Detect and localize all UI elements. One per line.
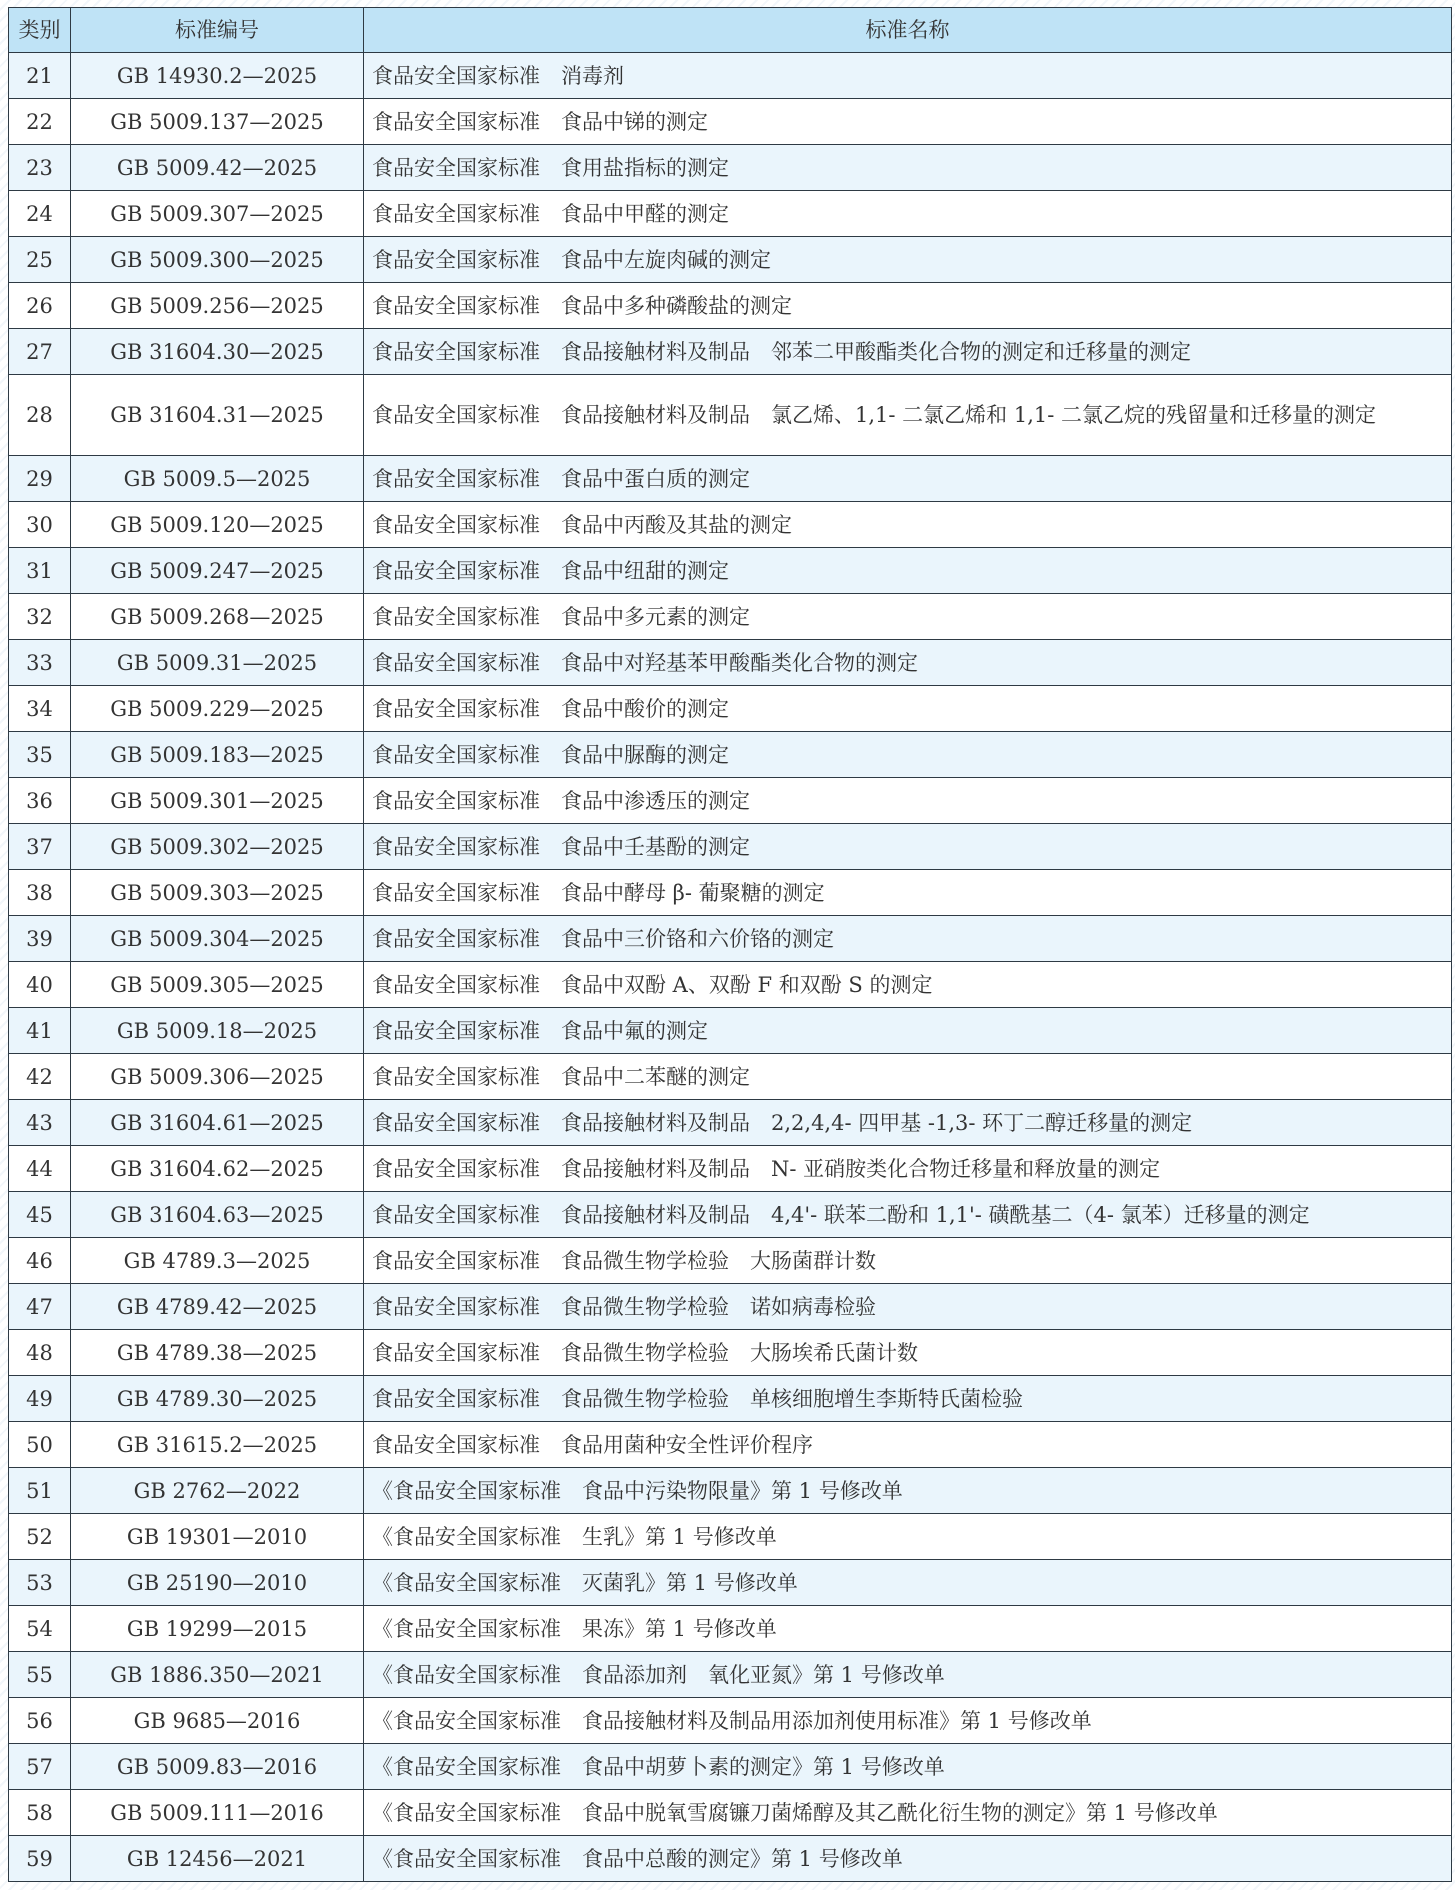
- row-standard-code: GB 5009.31—2025: [71, 640, 364, 686]
- row-category-number: 56: [9, 1698, 71, 1744]
- header-code: 标准编号: [71, 8, 364, 53]
- row-category-number: 52: [9, 1514, 71, 1560]
- header-category: 类别: [9, 8, 71, 53]
- row-standard-code: GB 5009.306—2025: [71, 1054, 364, 1100]
- row-category-number: 24: [9, 191, 71, 237]
- row-category-number: 41: [9, 1008, 71, 1054]
- table-row: [9, 916, 1452, 962]
- row-standard-name: 食品安全国家标准 食品中纽甜的测定: [364, 548, 1452, 594]
- row-standard-name: 《食品安全国家标准 食品添加剂 氧化亚氮》第 1 号修改单: [364, 1652, 1452, 1698]
- table-row: [9, 962, 1452, 1008]
- row-standard-name: 食品安全国家标准 食品微生物学检验 单核细胞增生李斯特氏菌检验: [364, 1376, 1452, 1422]
- table-row: [9, 548, 1452, 594]
- row-category-number: 27: [9, 329, 71, 375]
- row-standard-name: 《食品安全国家标准 生乳》第 1 号修改单: [364, 1514, 1452, 1560]
- row-standard-name: 食品安全国家标准 食品中多种磷酸盐的测定: [364, 283, 1452, 329]
- row-standard-name: 食品安全国家标准 食品接触材料及制品 4,4'- 联苯二酚和 1,1'- 磺酰基二（4- 氯苯）迁移量的测定: [364, 1192, 1452, 1238]
- row-standard-code: GB 12456—2021: [71, 1836, 364, 1882]
- row-standard-name: 食品安全国家标准 食品中酵母 β- 葡聚糖的测定: [364, 870, 1452, 916]
- row-category-number: 28: [9, 375, 71, 456]
- table-row: [9, 594, 1452, 640]
- row-standard-name: 《食品安全国家标准 灭菌乳》第 1 号修改单: [364, 1560, 1452, 1606]
- row-standard-code: GB 5009.303—2025: [71, 870, 364, 916]
- row-category-number: 38: [9, 870, 71, 916]
- row-category-number: 31: [9, 548, 71, 594]
- table-row: [9, 1560, 1452, 1606]
- row-category-number: 23: [9, 145, 71, 191]
- row-standard-name: 食品安全国家标准 食品中壬基酚的测定: [364, 824, 1452, 870]
- row-category-number: 49: [9, 1376, 71, 1422]
- row-standard-code: GB 5009.307—2025: [71, 191, 364, 237]
- row-standard-name: 《食品安全国家标准 食品中污染物限量》第 1 号修改单: [364, 1468, 1452, 1514]
- table-row: [9, 686, 1452, 732]
- row-standard-code: GB 5009.120—2025: [71, 502, 364, 548]
- table-row: [9, 456, 1452, 502]
- row-standard-code: GB 31615.2—2025: [71, 1422, 364, 1468]
- row-category-number: 44: [9, 1146, 71, 1192]
- table-row: [9, 1008, 1452, 1054]
- row-standard-code: GB 31604.31—2025: [71, 375, 364, 456]
- row-standard-code: GB 1886.350—2021: [71, 1652, 364, 1698]
- row-standard-code: GB 5009.42—2025: [71, 145, 364, 191]
- row-standard-code: GB 14930.2—2025: [71, 53, 364, 99]
- row-category-number: 51: [9, 1468, 71, 1514]
- row-standard-name: 食品安全国家标准 食品接触材料及制品 邻苯二甲酸酯类化合物的测定和迁移量的测定: [364, 329, 1452, 375]
- row-category-number: 39: [9, 916, 71, 962]
- table-row: [9, 640, 1452, 686]
- row-standard-name: 食品安全国家标准 食品中渗透压的测定: [364, 778, 1452, 824]
- table-row: [9, 824, 1452, 870]
- table-row: [9, 1836, 1452, 1882]
- row-standard-name: 食品安全国家标准 食品接触材料及制品 氯乙烯、1,1- 二氯乙烯和 1,1- 二氯乙烷的残留量和迁移量的测定: [364, 375, 1452, 456]
- row-category-number: 47: [9, 1284, 71, 1330]
- table-row: [9, 870, 1452, 916]
- row-standard-code: GB 31604.63—2025: [71, 1192, 364, 1238]
- table-row: [9, 1376, 1452, 1422]
- row-standard-name: 食品安全国家标准 食品中锑的测定: [364, 99, 1452, 145]
- table-row: [9, 1238, 1452, 1284]
- table-row: [9, 1100, 1452, 1146]
- table-row: [9, 732, 1452, 778]
- table-row: [9, 1192, 1452, 1238]
- row-category-number: 45: [9, 1192, 71, 1238]
- row-standard-name: 食品安全国家标准 食品中甲醛的测定: [364, 191, 1452, 237]
- row-standard-code: GB 5009.300—2025: [71, 237, 364, 283]
- row-category-number: 36: [9, 778, 71, 824]
- row-category-number: 55: [9, 1652, 71, 1698]
- row-standard-code: GB 2762—2022: [71, 1468, 364, 1514]
- row-standard-code: GB 25190—2010: [71, 1560, 364, 1606]
- row-category-number: 48: [9, 1330, 71, 1376]
- header-row: [9, 8, 1452, 53]
- row-category-number: 30: [9, 502, 71, 548]
- table-row: [9, 1422, 1452, 1468]
- header-name: 标准名称: [364, 8, 1452, 53]
- row-category-number: 57: [9, 1744, 71, 1790]
- row-standard-code: GB 31604.61—2025: [71, 1100, 364, 1146]
- table-row: [9, 237, 1452, 283]
- row-standard-code: GB 4789.3—2025: [71, 1238, 364, 1284]
- row-standard-name: 食品安全国家标准 食品中双酚 A、双酚 F 和双酚 S 的测定: [364, 962, 1452, 1008]
- row-category-number: 54: [9, 1606, 71, 1652]
- row-standard-name: 食品安全国家标准 食品中脲酶的测定: [364, 732, 1452, 778]
- table-row: [9, 99, 1452, 145]
- row-standard-code: GB 4789.30—2025: [71, 1376, 364, 1422]
- row-standard-name: 食品安全国家标准 食品中蛋白质的测定: [364, 456, 1452, 502]
- row-standard-code: GB 5009.247—2025: [71, 548, 364, 594]
- row-standard-code: GB 19299—2015: [71, 1606, 364, 1652]
- row-standard-name: 食品安全国家标准 食品微生物学检验 诺如病毒检验: [364, 1284, 1452, 1330]
- table-header: [9, 8, 1452, 53]
- row-standard-code: GB 4789.38—2025: [71, 1330, 364, 1376]
- table-row: [9, 1744, 1452, 1790]
- table-row: [9, 53, 1452, 99]
- table-row: [9, 502, 1452, 548]
- row-category-number: 50: [9, 1422, 71, 1468]
- table-row: [9, 1468, 1452, 1514]
- row-category-number: 22: [9, 99, 71, 145]
- row-standard-code: GB 5009.304—2025: [71, 916, 364, 962]
- table-row: [9, 1284, 1452, 1330]
- standards-table-container: [8, 7, 1451, 1882]
- row-category-number: 25: [9, 237, 71, 283]
- row-standard-code: GB 5009.301—2025: [71, 778, 364, 824]
- standards-table: [8, 7, 1452, 1882]
- row-standard-name: 食品安全国家标准 食品中丙酸及其盐的测定: [364, 502, 1452, 548]
- row-standard-code: GB 31604.30—2025: [71, 329, 364, 375]
- table-row: [9, 283, 1452, 329]
- row-standard-name: 食品安全国家标准 食品接触材料及制品 N- 亚硝胺类化合物迁移量和释放量的测定: [364, 1146, 1452, 1192]
- row-standard-name: 食品安全国家标准 食品微生物学检验 大肠菌群计数: [364, 1238, 1452, 1284]
- table-row: [9, 145, 1452, 191]
- row-standard-name: 食品安全国家标准 食用盐指标的测定: [364, 145, 1452, 191]
- row-standard-name: 食品安全国家标准 食品中多元素的测定: [364, 594, 1452, 640]
- row-standard-code: GB 4789.42—2025: [71, 1284, 364, 1330]
- row-category-number: 37: [9, 824, 71, 870]
- row-standard-name: 食品安全国家标准 食品接触材料及制品 2,2,4,4- 四甲基 -1,3- 环丁二醇迁移量的测定: [364, 1100, 1452, 1146]
- row-category-number: 53: [9, 1560, 71, 1606]
- row-standard-code: GB 5009.268—2025: [71, 594, 364, 640]
- row-standard-name: 《食品安全国家标准 食品中胡萝卜素的测定》第 1 号修改单: [364, 1744, 1452, 1790]
- row-category-number: 35: [9, 732, 71, 778]
- row-category-number: 29: [9, 456, 71, 502]
- row-standard-code: GB 19301—2010: [71, 1514, 364, 1560]
- row-category-number: 33: [9, 640, 71, 686]
- row-standard-code: GB 5009.137—2025: [71, 99, 364, 145]
- row-category-number: 40: [9, 962, 71, 1008]
- row-standard-code: GB 5009.256—2025: [71, 283, 364, 329]
- row-standard-name: 《食品安全国家标准 食品接触材料及制品用添加剂使用标准》第 1 号修改单: [364, 1698, 1452, 1744]
- row-standard-code: GB 5009.111—2016: [71, 1790, 364, 1836]
- row-standard-code: GB 5009.305—2025: [71, 962, 364, 1008]
- row-category-number: 32: [9, 594, 71, 640]
- row-category-number: 46: [9, 1238, 71, 1284]
- row-standard-name: 食品安全国家标准 食品微生物学检验 大肠埃希氏菌计数: [364, 1330, 1452, 1376]
- table-row: [9, 1790, 1452, 1836]
- row-category-number: 43: [9, 1100, 71, 1146]
- row-standard-name: 食品安全国家标准 食品中氟的测定: [364, 1008, 1452, 1054]
- row-standard-code: GB 5009.183—2025: [71, 732, 364, 778]
- table-row: [9, 1698, 1452, 1744]
- row-standard-name: 《食品安全国家标准 食品中脱氧雪腐镰刀菌烯醇及其乙酰化衍生物的测定》第 1 号修改单: [364, 1790, 1452, 1836]
- table-row: [9, 329, 1452, 375]
- table-row: [9, 778, 1452, 824]
- row-standard-name: 食品安全国家标准 食品中二苯醚的测定: [364, 1054, 1452, 1100]
- row-standard-name: 《食品安全国家标准 果冻》第 1 号修改单: [364, 1606, 1452, 1652]
- row-standard-name: 食品安全国家标准 食品中酸价的测定: [364, 686, 1452, 732]
- table-row: [9, 1330, 1452, 1376]
- row-standard-code: GB 5009.18—2025: [71, 1008, 364, 1054]
- table-row: [9, 191, 1452, 237]
- row-category-number: 26: [9, 283, 71, 329]
- table-row: [9, 1146, 1452, 1192]
- table-row: [9, 1652, 1452, 1698]
- row-standard-name: 食品安全国家标准 消毒剂: [364, 53, 1452, 99]
- table-row: [9, 1606, 1452, 1652]
- row-category-number: 58: [9, 1790, 71, 1836]
- row-standard-name: 食品安全国家标准 食品中三价铬和六价铬的测定: [364, 916, 1452, 962]
- table-row: [9, 375, 1452, 456]
- row-standard-code: GB 5009.83—2016: [71, 1744, 364, 1790]
- row-standard-code: GB 9685—2016: [71, 1698, 364, 1744]
- row-standard-name: 《食品安全国家标准 食品中总酸的测定》第 1 号修改单: [364, 1836, 1452, 1882]
- row-standard-code: GB 5009.302—2025: [71, 824, 364, 870]
- row-category-number: 59: [9, 1836, 71, 1882]
- row-standard-code: GB 31604.62—2025: [71, 1146, 364, 1192]
- row-category-number: 21: [9, 53, 71, 99]
- table-row: [9, 1054, 1452, 1100]
- row-standard-name: 食品安全国家标准 食品中对羟基苯甲酸酯类化合物的测定: [364, 640, 1452, 686]
- row-standard-code: GB 5009.229—2025: [71, 686, 364, 732]
- row-category-number: 42: [9, 1054, 71, 1100]
- row-category-number: 34: [9, 686, 71, 732]
- table-row: [9, 1514, 1452, 1560]
- table-body: [9, 53, 1452, 1882]
- row-standard-code: GB 5009.5—2025: [71, 456, 364, 502]
- row-standard-name: 食品安全国家标准 食品中左旋肉碱的测定: [364, 237, 1452, 283]
- row-standard-name: 食品安全国家标准 食品用菌种安全性评价程序: [364, 1422, 1452, 1468]
